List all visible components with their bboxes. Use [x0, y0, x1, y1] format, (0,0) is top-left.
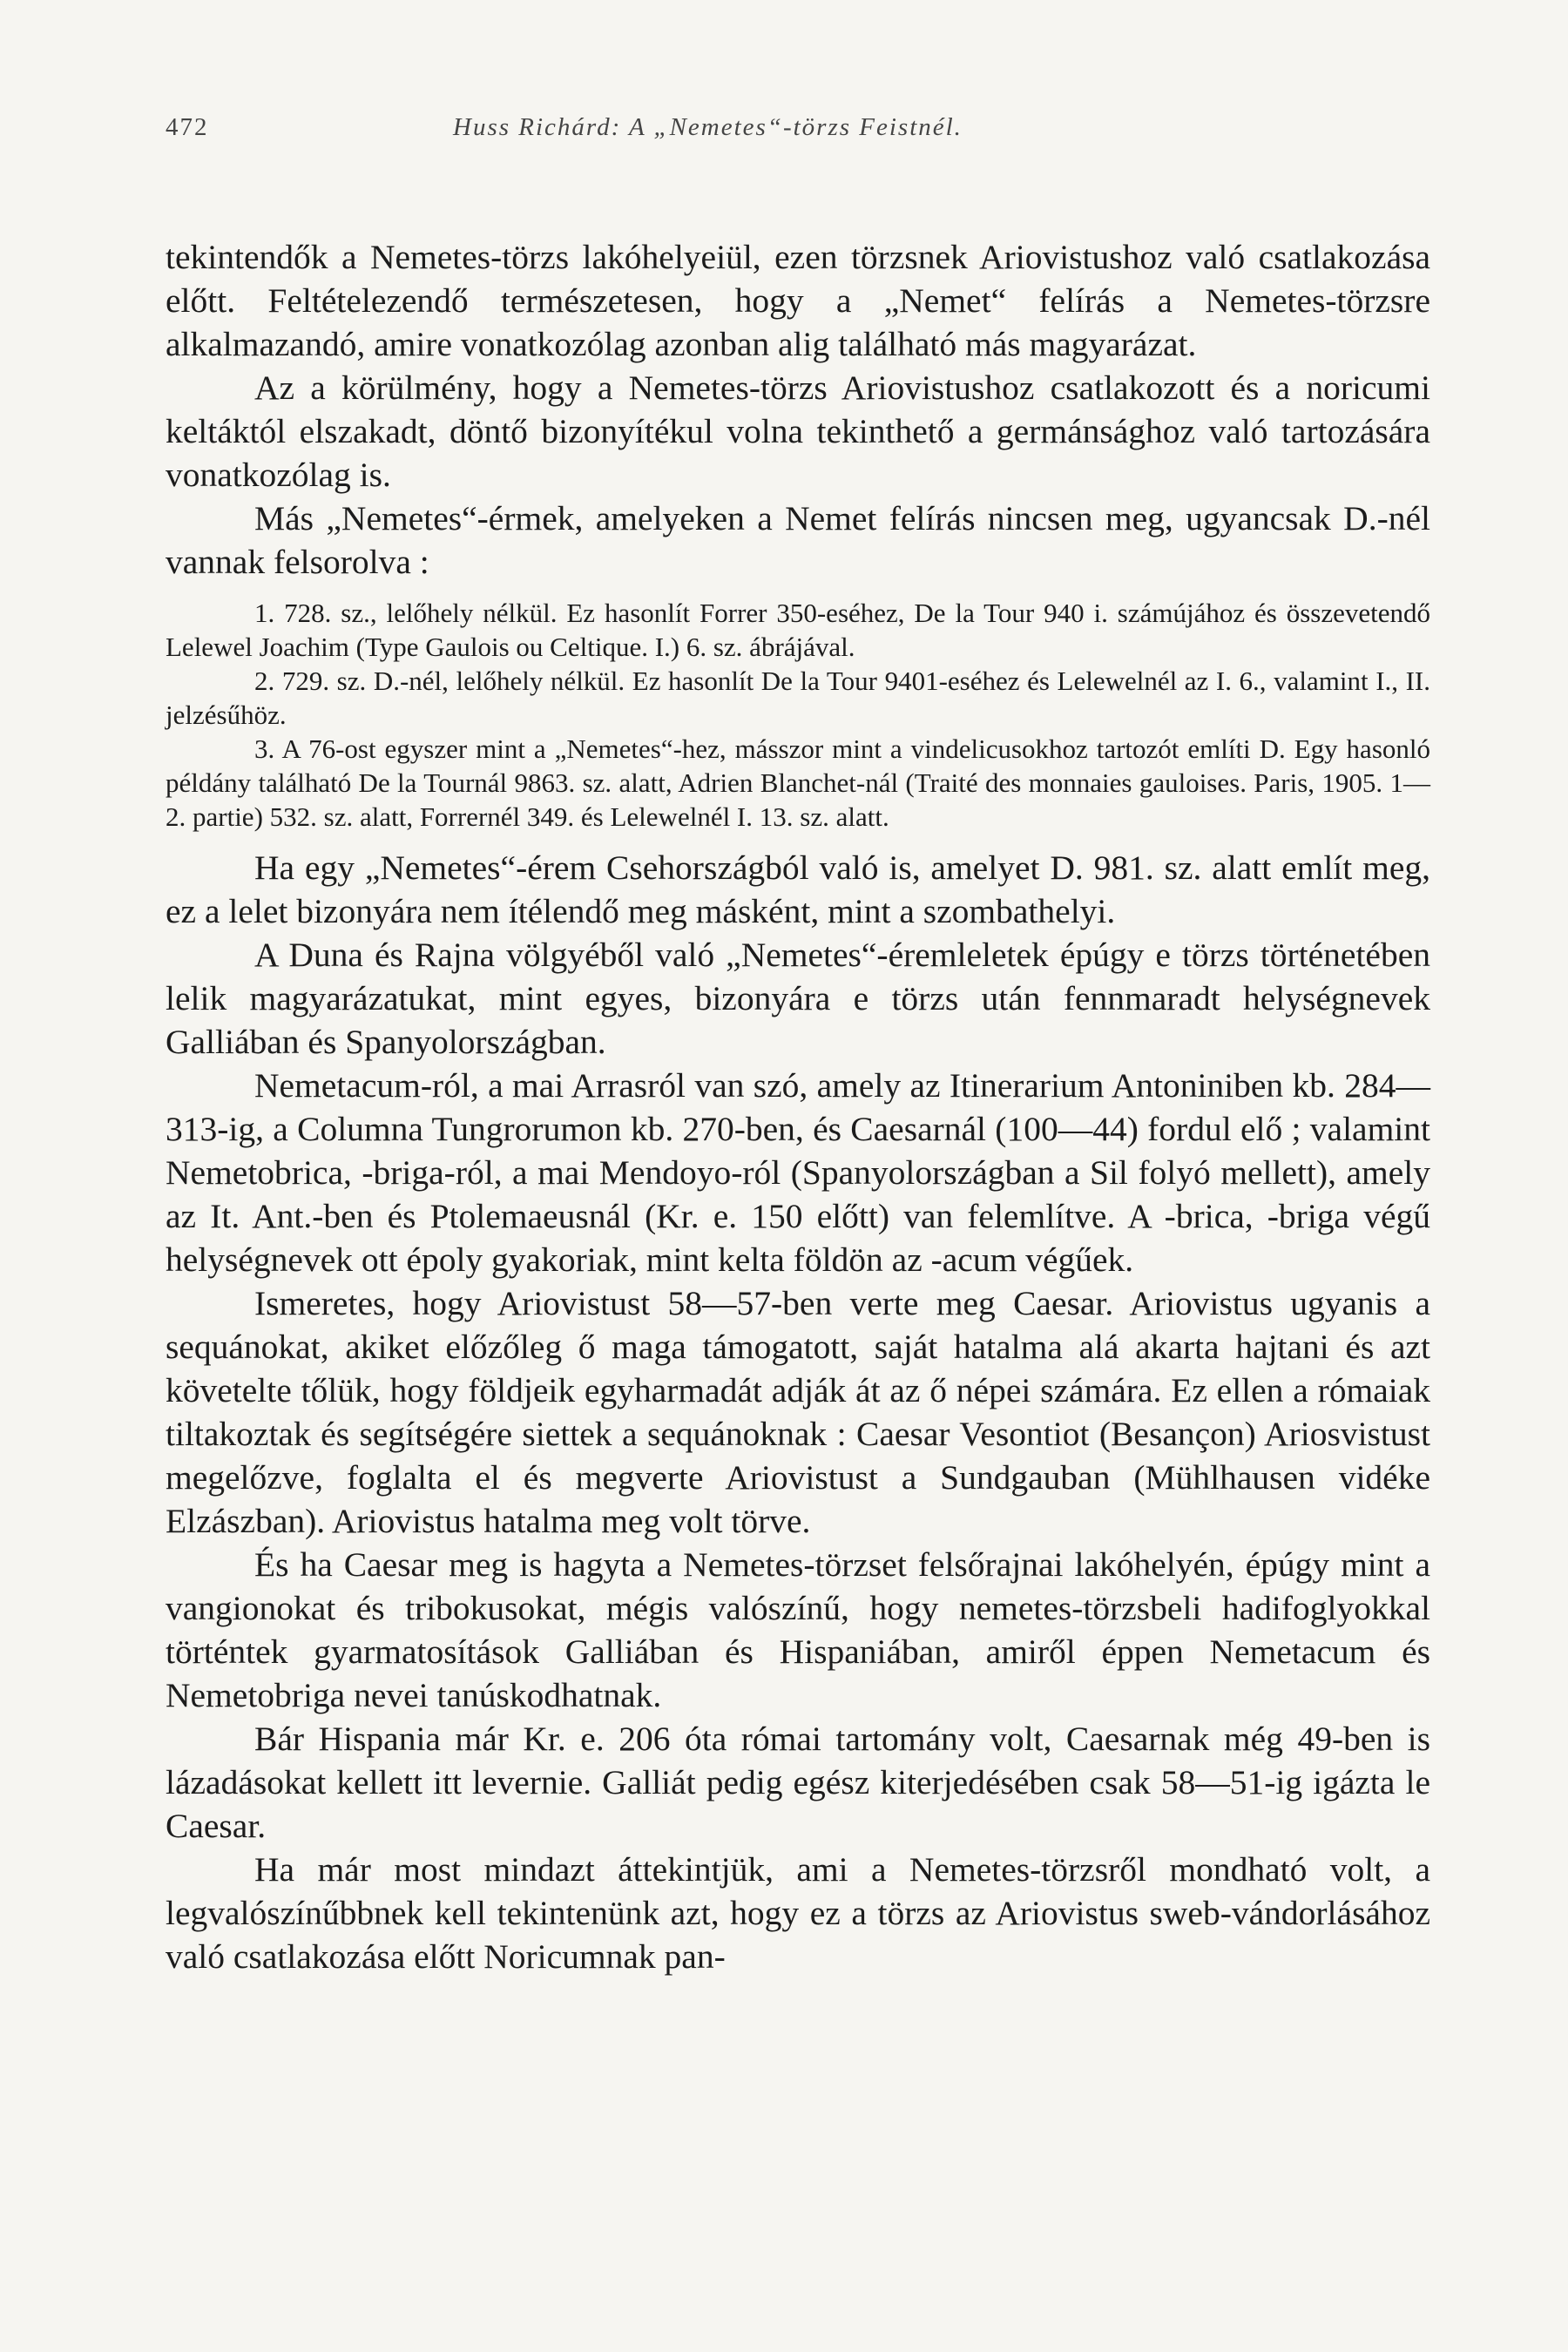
running-title: Huss Richárd: A „Nemetes“-törzs Feistnél.	[453, 113, 963, 141]
paragraph: Nemetacum-ról, a mai Arrasról van szó, amely az Itinerarium Antoniniben kb. 284—313-ig, a Columna Tungrorumon kb. 270-ben, és Caesarnál (100—44) fordul elő ; valamint Nemetobrica, -briga-ról, a mai Mendoyo-ról (Spanyolországban a Sil folyó mellett), amely az It. Ant.-ben és Ptolemaeusnál (Kr. e. 150 előtt) van felemlítve. A -brica, -briga végű helységnevek ott époly gyakoriak, mint kelta földön az -acum végűek.	[166, 1066, 1430, 1279]
paragraph: Az a körülmény, hogy a Nemetes-törzs Ariovistushoz csatlakozott és a noricumi keltáktól elszakadt, döntő bizonyítékul volna tekinthető a germánsághoz való tartozására vonatkozólag is.	[166, 368, 1430, 494]
paragraph: És ha Caesar meg is hagyta a Nemetes-törzset felsőrajnai lakóhelyén, épúgy mint a vangionokat és tribokusokat, mégis valószínű, hogy nemetes-törzsbeli hadifoglyokkal történtek gyarmatosítások Galliában és Hispaniában, amiről éppen Nemetacum és Nemetobriga nevei tanúskodhatnak.	[166, 1545, 1430, 1714]
paragraph: A Duna és Rajna völgyéből való „Nemetes“-éremleletek épúgy e törzs történetében lelik magyarázatukat, mint egyes, bizonyára e törzs után fennmaradt helységnevek Galliában és Spanyolországban.	[166, 936, 1430, 1061]
paragraph: Más „Nemetes“-érmek, amelyeken a Nemet felírás nincsen meg, ugyancsak D.-nél vannak felsorolva :	[166, 499, 1430, 581]
paragraph: tekintendők a Nemetes-törzs lakóhelyeiül, ezen törzsnek Ariovistushoz való csatlakozása előtt. Feltételezendő természetesen, hogy a „Nemet“ felírás a Nemetes-törzsre alkalmazandó, amire vonatkozólag azonban alig található más magyarázat.	[166, 238, 1430, 363]
paragraph: Ha már most mindazt áttekintjük, ami a Nemetes-törzsről mondható volt, a legvalószínűbbnek kell tekintenünk azt, hogy ez a törzs az Ariovistus sweb-vándorlásához való csatlakozása előtt Noricumnak pan-	[166, 1850, 1430, 1976]
body-text	[166, 235, 1430, 1978]
coin-list-item: 3. A 76-ost egyszer mint a „Nemetes“-hez, másszor mint a vindelicusokhoz tartozót említi D. Egy hasonló példány található De la Tournál 9863. sz. alatt, Adrien Blanchet-nál (Traité des monnaies gauloises. Paris, 1905. 1—2. partie) 532. sz. alatt, Forrernél 349. és Lelewelnél I. 13. sz. alatt.	[166, 733, 1430, 832]
coin-list-item: 1. 728. sz., lelőhely nélkül. Ez hasonlít Forrer 350-eséhez, De la Tour 940 i. számújához és összevetendő Lelewel Joachim (Type Gaulois ou Celtique. I.) 6. sz. ábrájával.	[166, 598, 1430, 662]
paragraph: Bár Hispania már Kr. e. 206 óta római tartomány volt, Caesarnak még 49-ben is lázadásokat kellett itt levernie. Galliát pedig egész kiterjedésében csak 58—51-ig igázta le Caesar.	[166, 1720, 1430, 1845]
paragraph: Ismeretes, hogy Ariovistust 58—57-ben verte meg Caesar. Ariovistus ugyanis a sequánokat, akiket előzőleg ő maga támogatott, saját hatalma alá akarta hajtani és azt követelte tőlük, hogy földjeik egyharmadát adják át az ő népei számára. Ez ellen a rómaiak tiltakoztak és segítségére siettek a sequánoknak : Caesar Vesontiot (Besançon) Ariosvistust megelőzve, foglalta el és megverte Ariovistust a Sundgauban (Mühlhausen vidéke Elzászban). Ariovistus hatalma meg volt törve.	[166, 1284, 1430, 1540]
paragraph: Ha egy „Nemetes“-érem Csehországból való is, amelyet D. 981. sz. alatt említ meg, ez a lelet bizonyára nem ítélendő meg másként, mint a szombathelyi.	[166, 848, 1430, 930]
running-header	[166, 113, 1402, 152]
coin-list-item: 2. 729. sz. D.-nél, lelőhely nélkül. Ez hasonlít De la Tour 9401-eséhez és Lelewelnél az I. 6., valamint I., II. jelzésűhöz.	[166, 666, 1430, 730]
page-number: 472	[166, 113, 209, 141]
